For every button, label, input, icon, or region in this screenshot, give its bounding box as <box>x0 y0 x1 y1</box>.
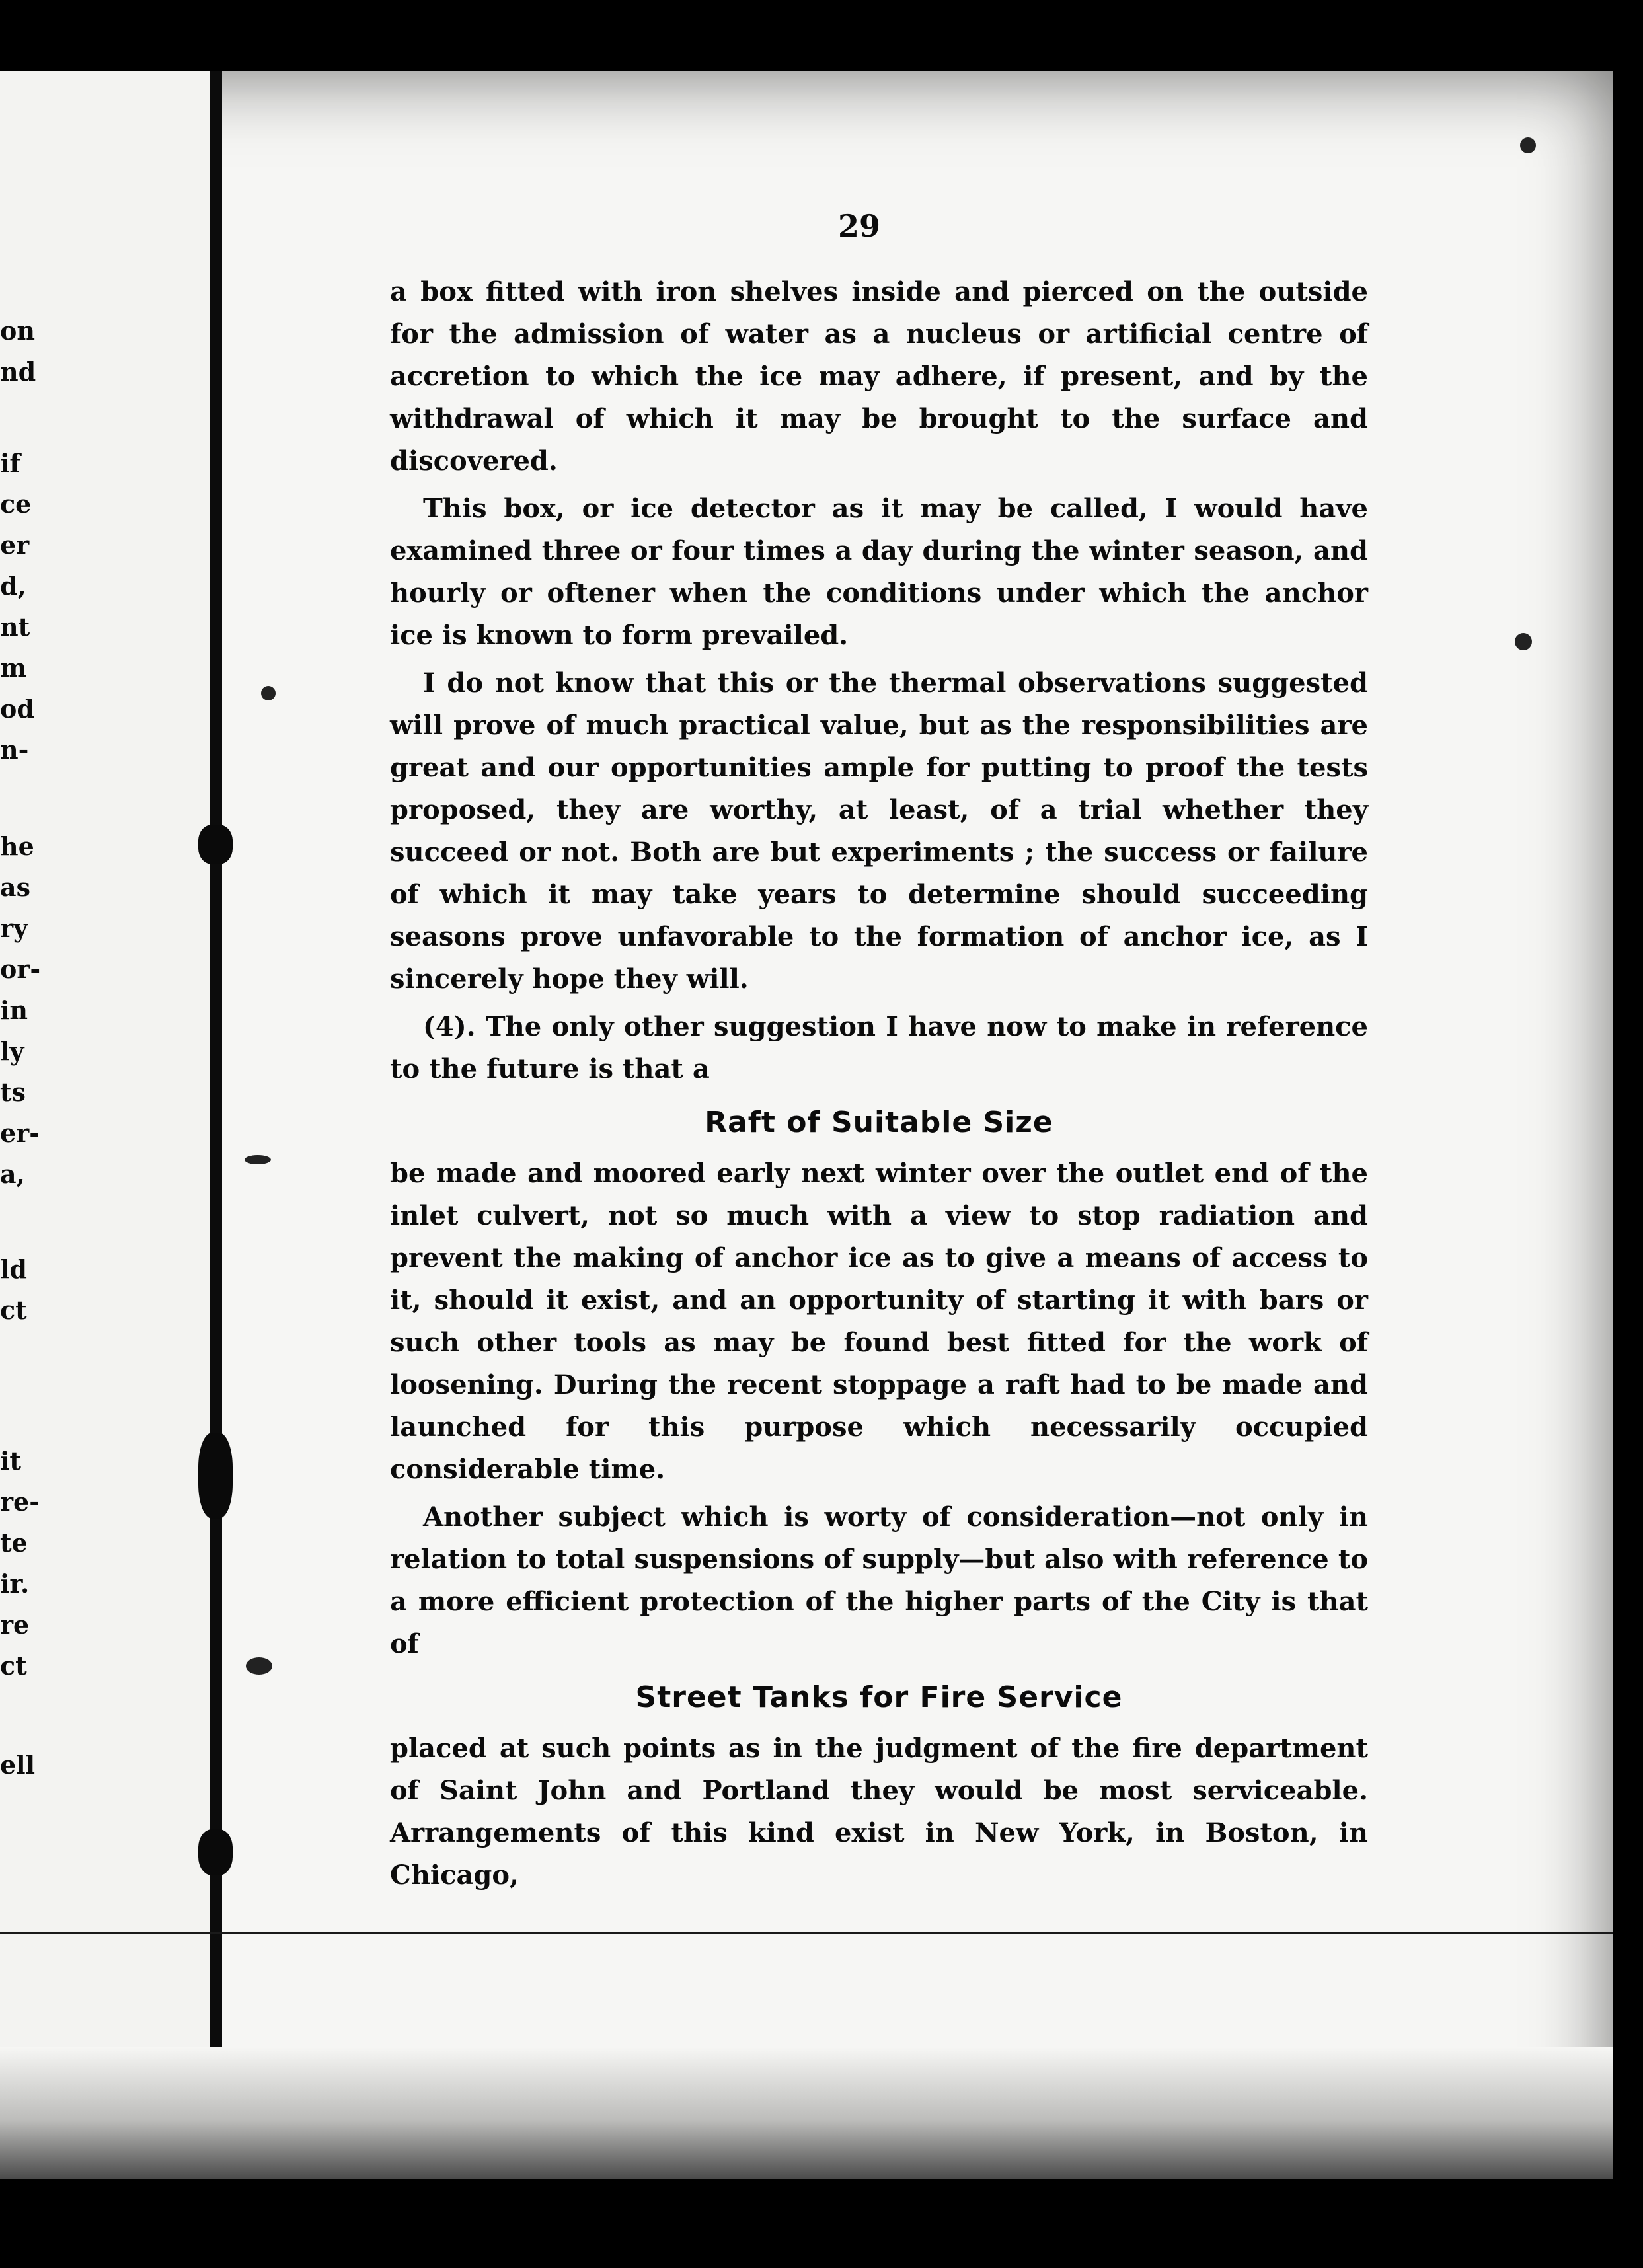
fragment: if <box>0 448 20 478</box>
fragment: it <box>0 1446 21 1476</box>
speck <box>246 1657 272 1675</box>
gutter-ink-mark <box>198 1829 233 1875</box>
paragraph-experiments: I do not know that this or the thermal observations suggested will prove of much practical value, but as the responsibilities are great and our opportunities ample for putting to proof the tests proposed, they are worthy, at least, of a trial whether they succeed or not. Both are but experiments ; the success or failure of which it may take years to determine should succeeding seasons prove unfavorable to the formation of anchor ice, as I sincerely hope they will. <box>390 667 1368 995</box>
fragment: he <box>0 831 34 861</box>
facing-page-fragments-5 <box>0 1441 211 1686</box>
facing-page-fragments-6 <box>0 1745 211 1786</box>
fragment: m <box>0 653 27 683</box>
page-number: 29 <box>838 208 881 244</box>
facing-page-fragments-4 <box>0 1249 211 1331</box>
paragraph-ice-detector: This box, or ice detector as it may be called, I would have examined three or four times a day during the winter season, and hourly or oftener when the conditions under which the anchor ice is known to form prevailed. <box>390 493 1368 651</box>
fragment: od <box>0 694 34 724</box>
facing-page-fragments-3 <box>0 826 211 1195</box>
fragment: on <box>0 316 35 346</box>
speck <box>261 686 276 700</box>
speck <box>1520 137 1536 153</box>
fragment: ly <box>0 1036 24 1066</box>
paragraph-ice-box: a box fitted with iron shelves inside and pierced on the outside for the admission of water as a nucleus or artificial centre of accretion to which the ice may adhere, if present, and by the withdrawal of which it may be brought to the surface and discovered. <box>390 276 1368 476</box>
paragraph-suggestion: (4). The only other suggestion I have now to make in reference to the future is that a <box>390 1011 1368 1084</box>
fragment: a, <box>0 1159 25 1189</box>
fragment: te <box>0 1528 28 1558</box>
paragraph-street-tanks: placed at such points as in the judgment of the fire department of Saint John and Portland they would be most serviceable. Arrangements of this kind exist in New York, in Boston, in Chicago, <box>390 1733 1368 1891</box>
fragment: ld <box>0 1254 28 1284</box>
scan-shadow <box>0 2047 1613 2179</box>
speck <box>1515 633 1532 650</box>
fragment: re- <box>0 1487 40 1517</box>
fragment: er- <box>0 1118 40 1148</box>
scan-edge-line <box>0 1932 1613 1934</box>
fragment: ts <box>0 1077 26 1107</box>
heading-street-tanks: Street Tanks for Fire Service <box>635 1681 1123 1714</box>
fragment: ell <box>0 1750 36 1780</box>
facing-page-fragments-1 <box>0 311 211 393</box>
heading-raft: Raft of Suitable Size <box>705 1106 1053 1139</box>
paragraph-raft: be made and moored early next winter over the outlet end of the inlet culvert, not so much with a view to stop radiation and prevent the making of anchor ice as to give a means of access to it, should it exist, and an opportunity of starting it with bars or such other tools as may be found best fitted for the work of loosening. During the recent stoppage a raft had to be made and launched for this purpose which necessarily occupied considerable time. <box>390 1158 1368 1485</box>
fragment: as <box>0 872 31 902</box>
page-body <box>390 271 1368 1902</box>
facing-page-fragments-2 <box>0 443 211 771</box>
fragment: nd <box>0 357 36 387</box>
paragraph-another-subject: Another subject which is worty of consideration—not only in relation to total suspensions of supply—but also with reference to a more efficient protection of the higher parts of the City is that of <box>390 1501 1368 1659</box>
fragment: ct <box>0 1295 27 1325</box>
fragment: or- <box>0 954 41 984</box>
speck <box>245 1155 271 1164</box>
fragment: n- <box>0 735 29 765</box>
fragment: d, <box>0 571 26 601</box>
fragment: ct <box>0 1651 27 1681</box>
fragment: re <box>0 1610 30 1640</box>
fragment: ry <box>0 913 28 943</box>
fragment: er <box>0 530 30 560</box>
fragment: nt <box>0 612 30 642</box>
fragment: ce <box>0 489 32 519</box>
fragment: in <box>0 995 28 1025</box>
fragment: ir. <box>0 1569 30 1599</box>
